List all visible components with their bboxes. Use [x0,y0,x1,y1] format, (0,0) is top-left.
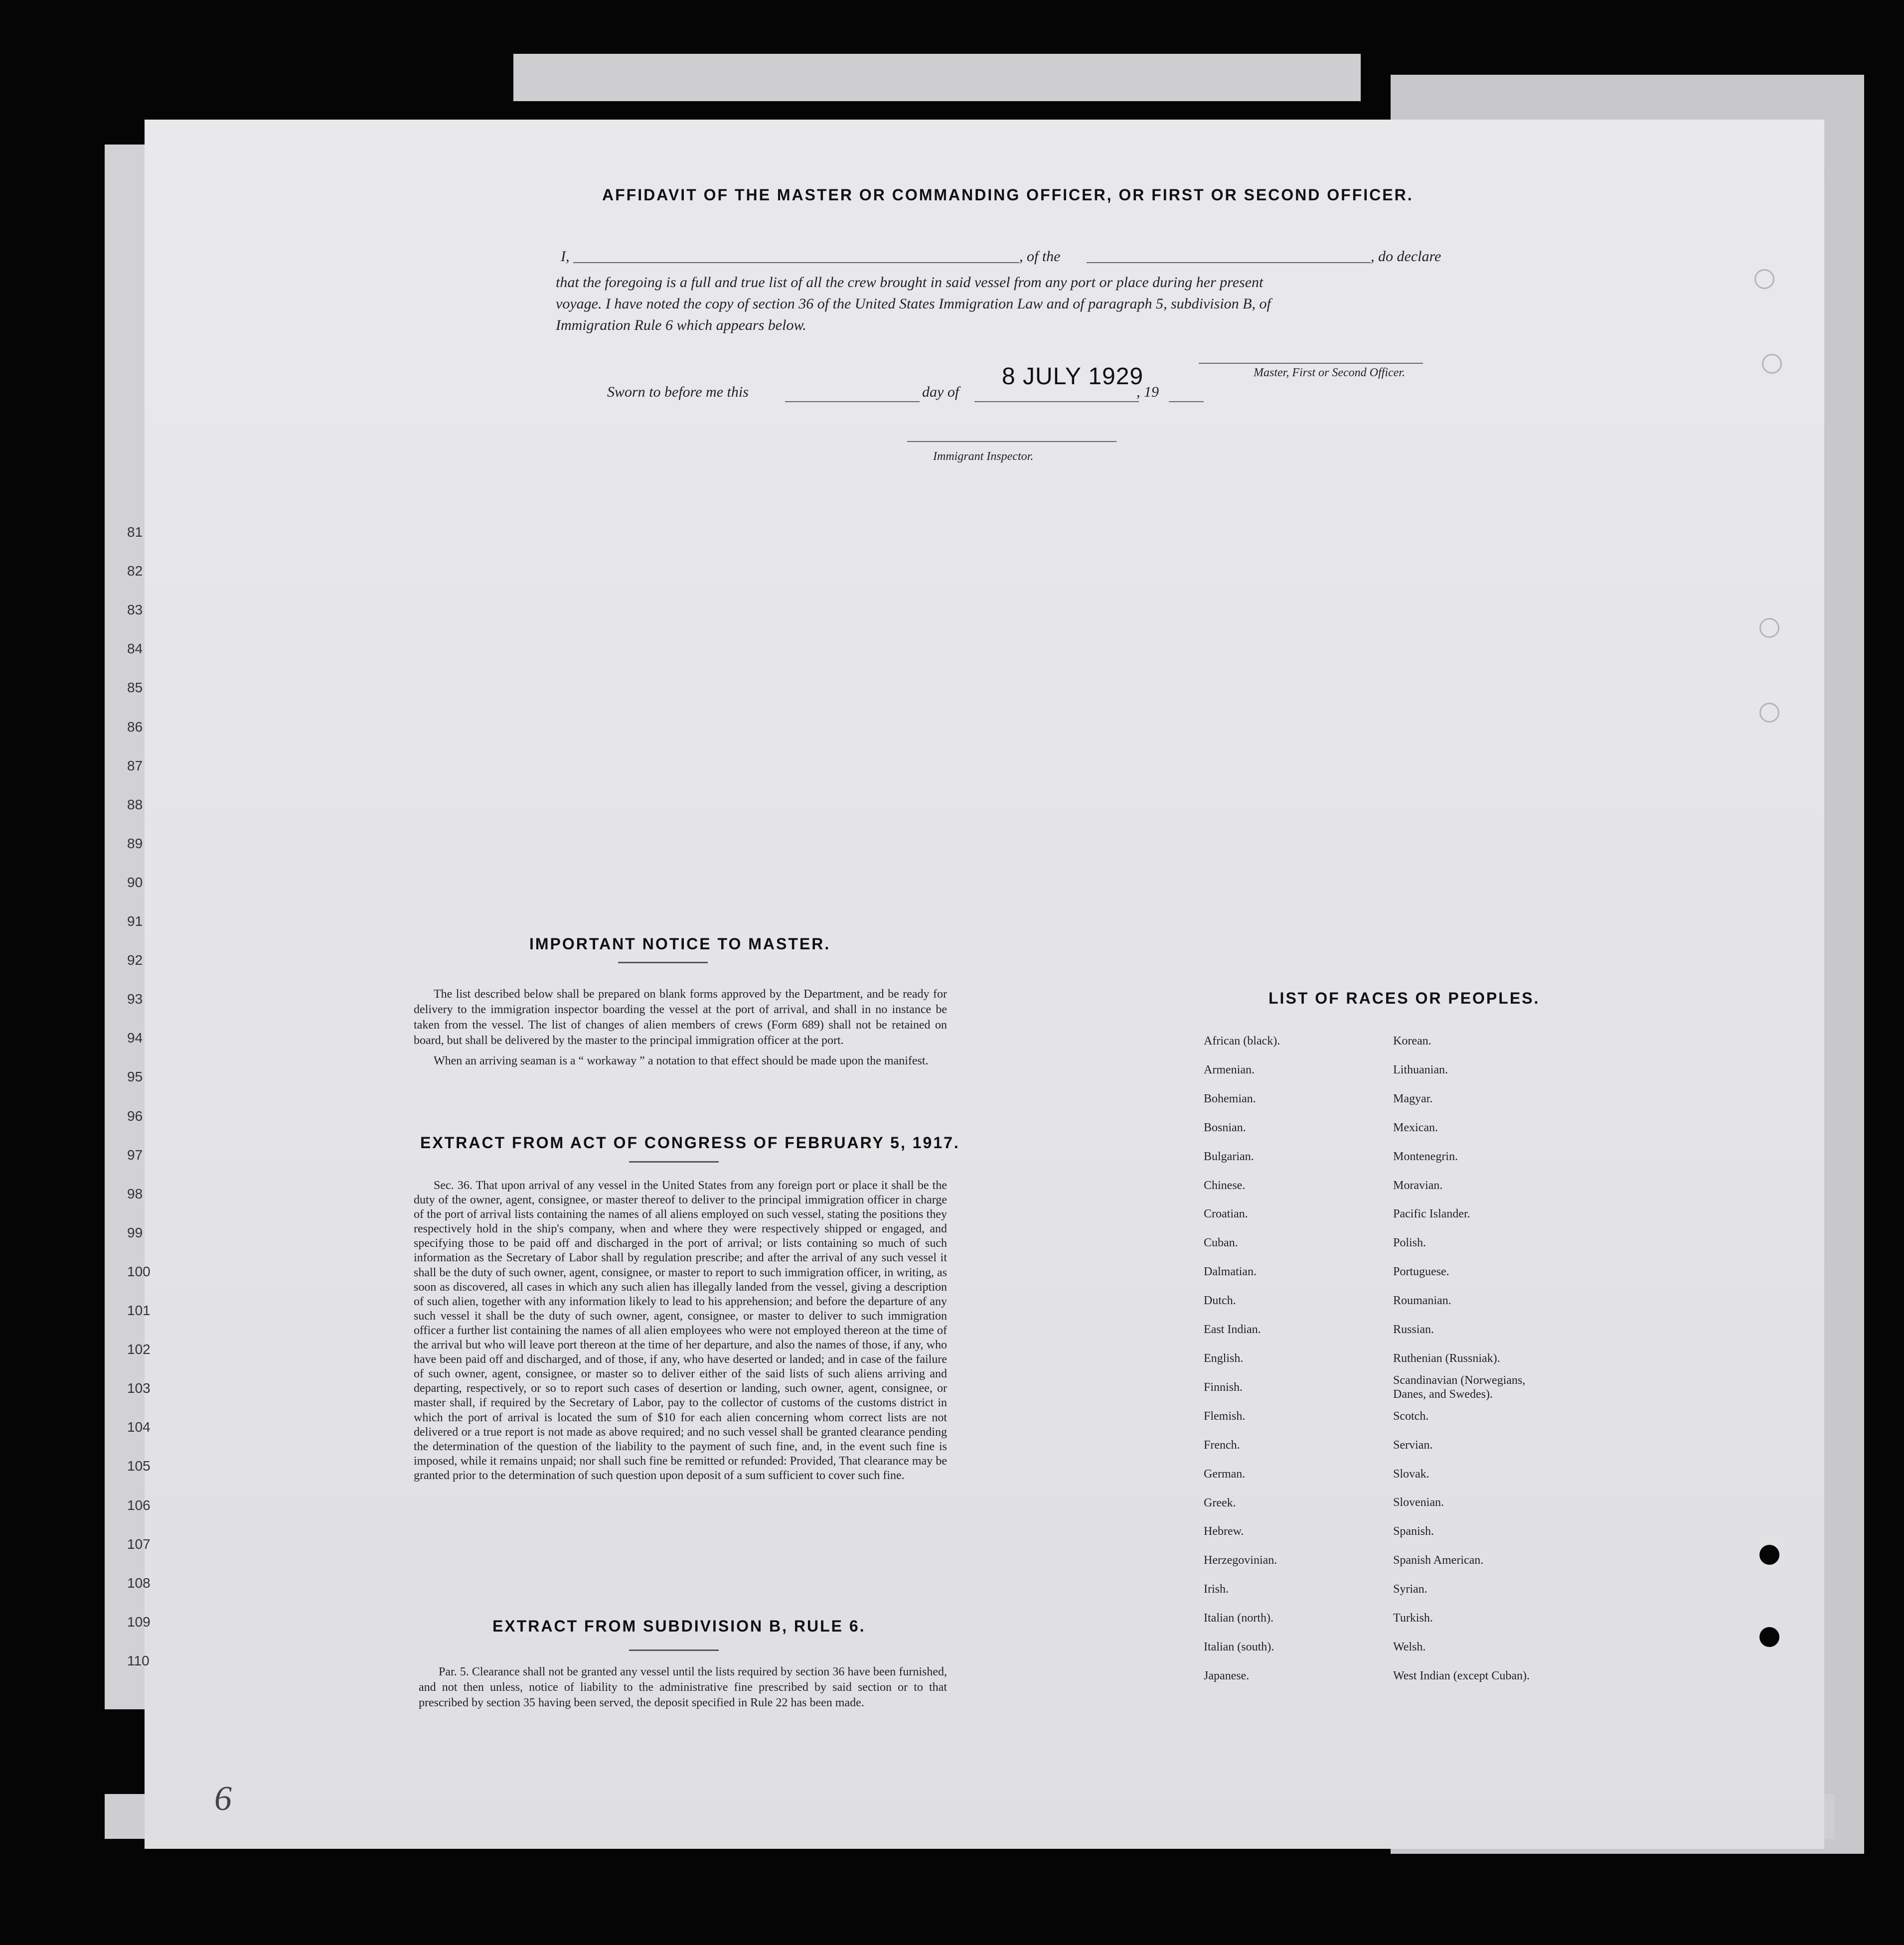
race-entry: African (black). [1204,1035,1280,1047]
race-entry: Herzegovinian. [1204,1554,1277,1567]
affidavit-line: voyage. I have noted the copy of section 36 of the United States Immigration Law and of paragraph 5, subdivision B, of [556,296,1271,312]
race-entry: English. [1204,1351,1244,1365]
race-entry: Magyar. [1393,1092,1433,1105]
race-entry: Scandinavian (Norwegians, Danes, and Swedes). [1393,1373,1526,1401]
race-entry: Montenegrin. [1393,1150,1458,1163]
race-entry: Cuban. [1204,1236,1238,1250]
race-entry: East Indian. [1204,1323,1261,1337]
row-number: 96 [127,1108,143,1124]
do-declare-label: , do declare [1371,248,1441,265]
row-number: 81 [127,524,143,540]
notice-paragraph: The list described below shall be prepared on blank forms approved by the Department, and be ready for delivery to the immigration inspector boarding the vessel at the port of arrival, and shall in no instance be taken from the vessel. The list of changes of alien members of crews (Form 689) shall not be retained on board, but shall be delivered by the master to the principal immigration officer at the port. [414,988,947,1047]
officer-caption: Master, First or Second Officer. [1254,366,1405,379]
race-entry: Bosnian. [1204,1121,1246,1134]
race-entry: Armenian. [1204,1063,1255,1076]
divider [629,1161,719,1163]
declarant-name-line[interactable] [573,262,1019,263]
row-number: 99 [127,1224,143,1240]
race-entry: Syrian. [1393,1583,1428,1596]
form-sheet [145,120,1824,1849]
act-extract-body [414,1179,947,1488]
race-entry: Mexican. [1393,1121,1438,1134]
row-number: 83 [127,602,143,618]
row-number: 85 [127,680,143,696]
row-number: 92 [127,952,143,968]
row-number: 108 [127,1575,151,1591]
punch-hole [31,379,54,402]
race-entry: Finnish. [1204,1380,1243,1394]
day-of-label: day of [922,384,959,400]
row-number: 104 [127,1419,151,1435]
race-entry: Welsh. [1393,1641,1426,1654]
row-number: 88 [127,796,143,812]
row-number: 102 [127,1342,151,1357]
race-entry: Spanish American. [1393,1554,1484,1567]
race-entry: Portuguese. [1393,1265,1449,1279]
act-extract-heading: EXTRACT FROM ACT OF CONGRESS OF FEBRUARY 5, 1917. [420,1134,960,1152]
underlying-sheet-top [513,54,1361,101]
race-entry: Italian (north). [1204,1612,1273,1625]
race-entry: Chinese. [1204,1179,1246,1192]
sworn-day-line[interactable] [785,401,920,402]
race-entry: West Indian (except Cuban). [1393,1669,1530,1682]
row-number: 98 [127,1186,143,1201]
row-number: 84 [127,641,143,657]
notice-heading: IMPORTANT NOTICE TO MASTER. [529,935,831,953]
divider [618,962,708,963]
race-entry: Irish. [1204,1583,1229,1596]
race-entry: German. [1204,1467,1246,1481]
row-number: 103 [127,1380,151,1396]
race-entry: Dutch. [1204,1294,1236,1308]
affidavit-line: that the foregoing is a full and true list of all the crew brought in said vessel from any port or place during her present [556,274,1264,291]
affidavit-line: Immigration Rule 6 which appears below. [556,317,806,333]
row-number: 95 [127,1069,143,1085]
race-entry: Greek. [1204,1496,1236,1509]
race-entry: Servian. [1393,1438,1433,1452]
sworn-label: Sworn to before me this [607,384,749,400]
race-entry: Spanish. [1393,1525,1434,1538]
ring-mark [1759,703,1779,723]
ring-mark [1754,269,1774,289]
notice-body [414,987,947,1074]
races-heading: LIST OF RACES OR PEOPLES. [1269,989,1540,1007]
declarant-label: I, [561,248,570,265]
inspector-caption: Immigrant Inspector. [933,450,1034,463]
row-number: 90 [127,874,143,890]
ring-mark [1762,354,1782,374]
row-number: 89 [127,835,143,851]
ring-mark [1759,618,1779,638]
row-number: 110 [127,1652,150,1668]
race-entry: Slovak. [1393,1467,1429,1481]
notice-paragraph: When an arriving seaman is a “ workaway ” a notation to that effect should be made upon the manifest. [434,1054,929,1067]
race-entry: Lithuanian. [1393,1063,1448,1076]
row-number: 105 [127,1458,151,1474]
race-entry: Italian (south). [1204,1641,1274,1654]
rule-extract-heading: EXTRACT FROM SUBDIVISION B, RULE 6. [492,1617,866,1635]
row-number: 91 [127,913,143,929]
races-left-column [1204,1027,1280,1691]
race-entry: Croatian. [1204,1207,1248,1221]
punch-hole [1759,1545,1779,1565]
row-number: 87 [127,757,143,773]
row-number: 107 [127,1536,151,1552]
race-entry: Dalmatian. [1204,1265,1257,1279]
race-entry: Japanese. [1204,1669,1250,1682]
punch-hole [31,1470,54,1493]
row-number: 106 [127,1497,151,1513]
rule-extract-body [419,1664,947,1716]
race-entry: Polish. [1393,1236,1427,1250]
race-entry: Pacific Islander. [1393,1207,1470,1221]
races-right-column [1393,1027,1558,1691]
divider [629,1649,719,1651]
race-entry: Ruthenian (Russniak). [1393,1351,1500,1365]
handwritten-mark: 6 [214,1780,232,1818]
race-entry: French. [1204,1438,1240,1452]
row-number: 100 [127,1263,151,1279]
race-entry: Hebrew. [1204,1525,1244,1538]
date-stamp: 8 JULY 1929 [1002,363,1144,390]
race-entry: Slovenian. [1393,1496,1444,1509]
row-number: 86 [127,719,143,735]
act-section-36: Sec. 36. That upon arrival of any vessel in the United States from any foreign port or place it shall be the duty of the owner, agent, consignee, or master thereof to deliver to the principal immigration officer in charge of the port of arrival lists containing the names of all aliens employed on such vessel, stating the positions they respectively hold in the ship's company, when and where they were respectively shipped or engaged, and specifying those to be paid off and discharged in the port of arrival; or lists containing so much of such information as the Secretary of Labor shall by regulation prescribe; and after the arrival of any such vessel it shall be the duty of such owner, agent, consignee, or master to report to such immigration officer, in writing, as soon as discovered, all cases in which any such alien has illegally landed from the vessel, giving a description of such alien, together with any information likely to lead to his apprehension; and before the departure of any such vessel it shall be the duty of such owner, agent, consignee, or master to deliver to such immigration officer a further list containing the names of all alien employees who were not employed thereon at the time of the arrival but who will leave port thereon at the time of her departure, and also the names of those, if any, who have been paid off and discharged, and of those, if any, who have deserted or landed; and in case of the failure of such owner, agent, consignee, or master so to deliver either of the said lists of such aliens arriving and departing, respectively, or so to report such cases of desertion or landing, such owner, agent, consignee, or master shall, if required by the Secretary of Labor, pay to the collector of customs of the customs district in which the port of arrival is located the sum of $10 for each alien concerning whom correct lists are not delivered or a true report is not made as above required; and no such vessel shall be granted clearance pending the determination of the question of the liability to the payment of such fine, and, in the event such fine is imposed, while it remains unpaid; nor shall such fine be remitted or refunded: Provided, That clearance may be granted prior to the determination of such question upon deposit of a sum sufficient to cover such fine. [414,1179,947,1482]
row-number: 94 [127,1030,143,1046]
race-entry: Moravian. [1393,1179,1443,1192]
race-entry: Flemish. [1204,1409,1246,1423]
vessel-name-line[interactable] [1087,262,1371,263]
sworn-month-line[interactable] [974,401,1139,402]
row-number: 109 [127,1614,151,1630]
row-number: 93 [127,991,143,1007]
affidavit-body [556,272,1463,336]
race-entry: Turkish. [1393,1612,1433,1625]
punch-hole [31,294,54,317]
punch-hole [31,723,54,746]
race-entry: Scotch. [1393,1409,1429,1423]
race-entry: Bohemian. [1204,1092,1256,1105]
rule-paragraph-5: Par. 5. Clearance shall not be granted any vessel until the lists required by section 36 have been furnished, and not then unless, notice of liability to the administrative fine prescribed by said section or to that prescribed by section 35 having been served, the deposit specified in Rule 22 has been made. [419,1665,947,1709]
sworn-year-line[interactable] [1169,401,1204,402]
race-entry: Bulgarian. [1204,1150,1254,1163]
of-the-label: , of the [1019,248,1061,265]
punch-hole [1759,1627,1779,1647]
punch-hole [31,1555,54,1578]
officer-signature-line[interactable] [1199,363,1423,364]
row-number: 82 [127,563,143,579]
inspector-signature-line[interactable] [907,441,1116,442]
race-entry: Roumanian. [1393,1294,1451,1308]
punch-hole [31,640,54,663]
row-number: 97 [127,1147,143,1163]
affidavit-title: AFFIDAVIT OF THE MASTER OR COMMANDING OFFICER, OR FIRST OR SECOND OFFICER. [602,186,1414,204]
race-entry: Russian. [1393,1323,1434,1337]
row-number: 101 [127,1303,151,1318]
race-entry: Korean. [1393,1035,1431,1047]
year-prefix: , 19 [1136,384,1159,400]
